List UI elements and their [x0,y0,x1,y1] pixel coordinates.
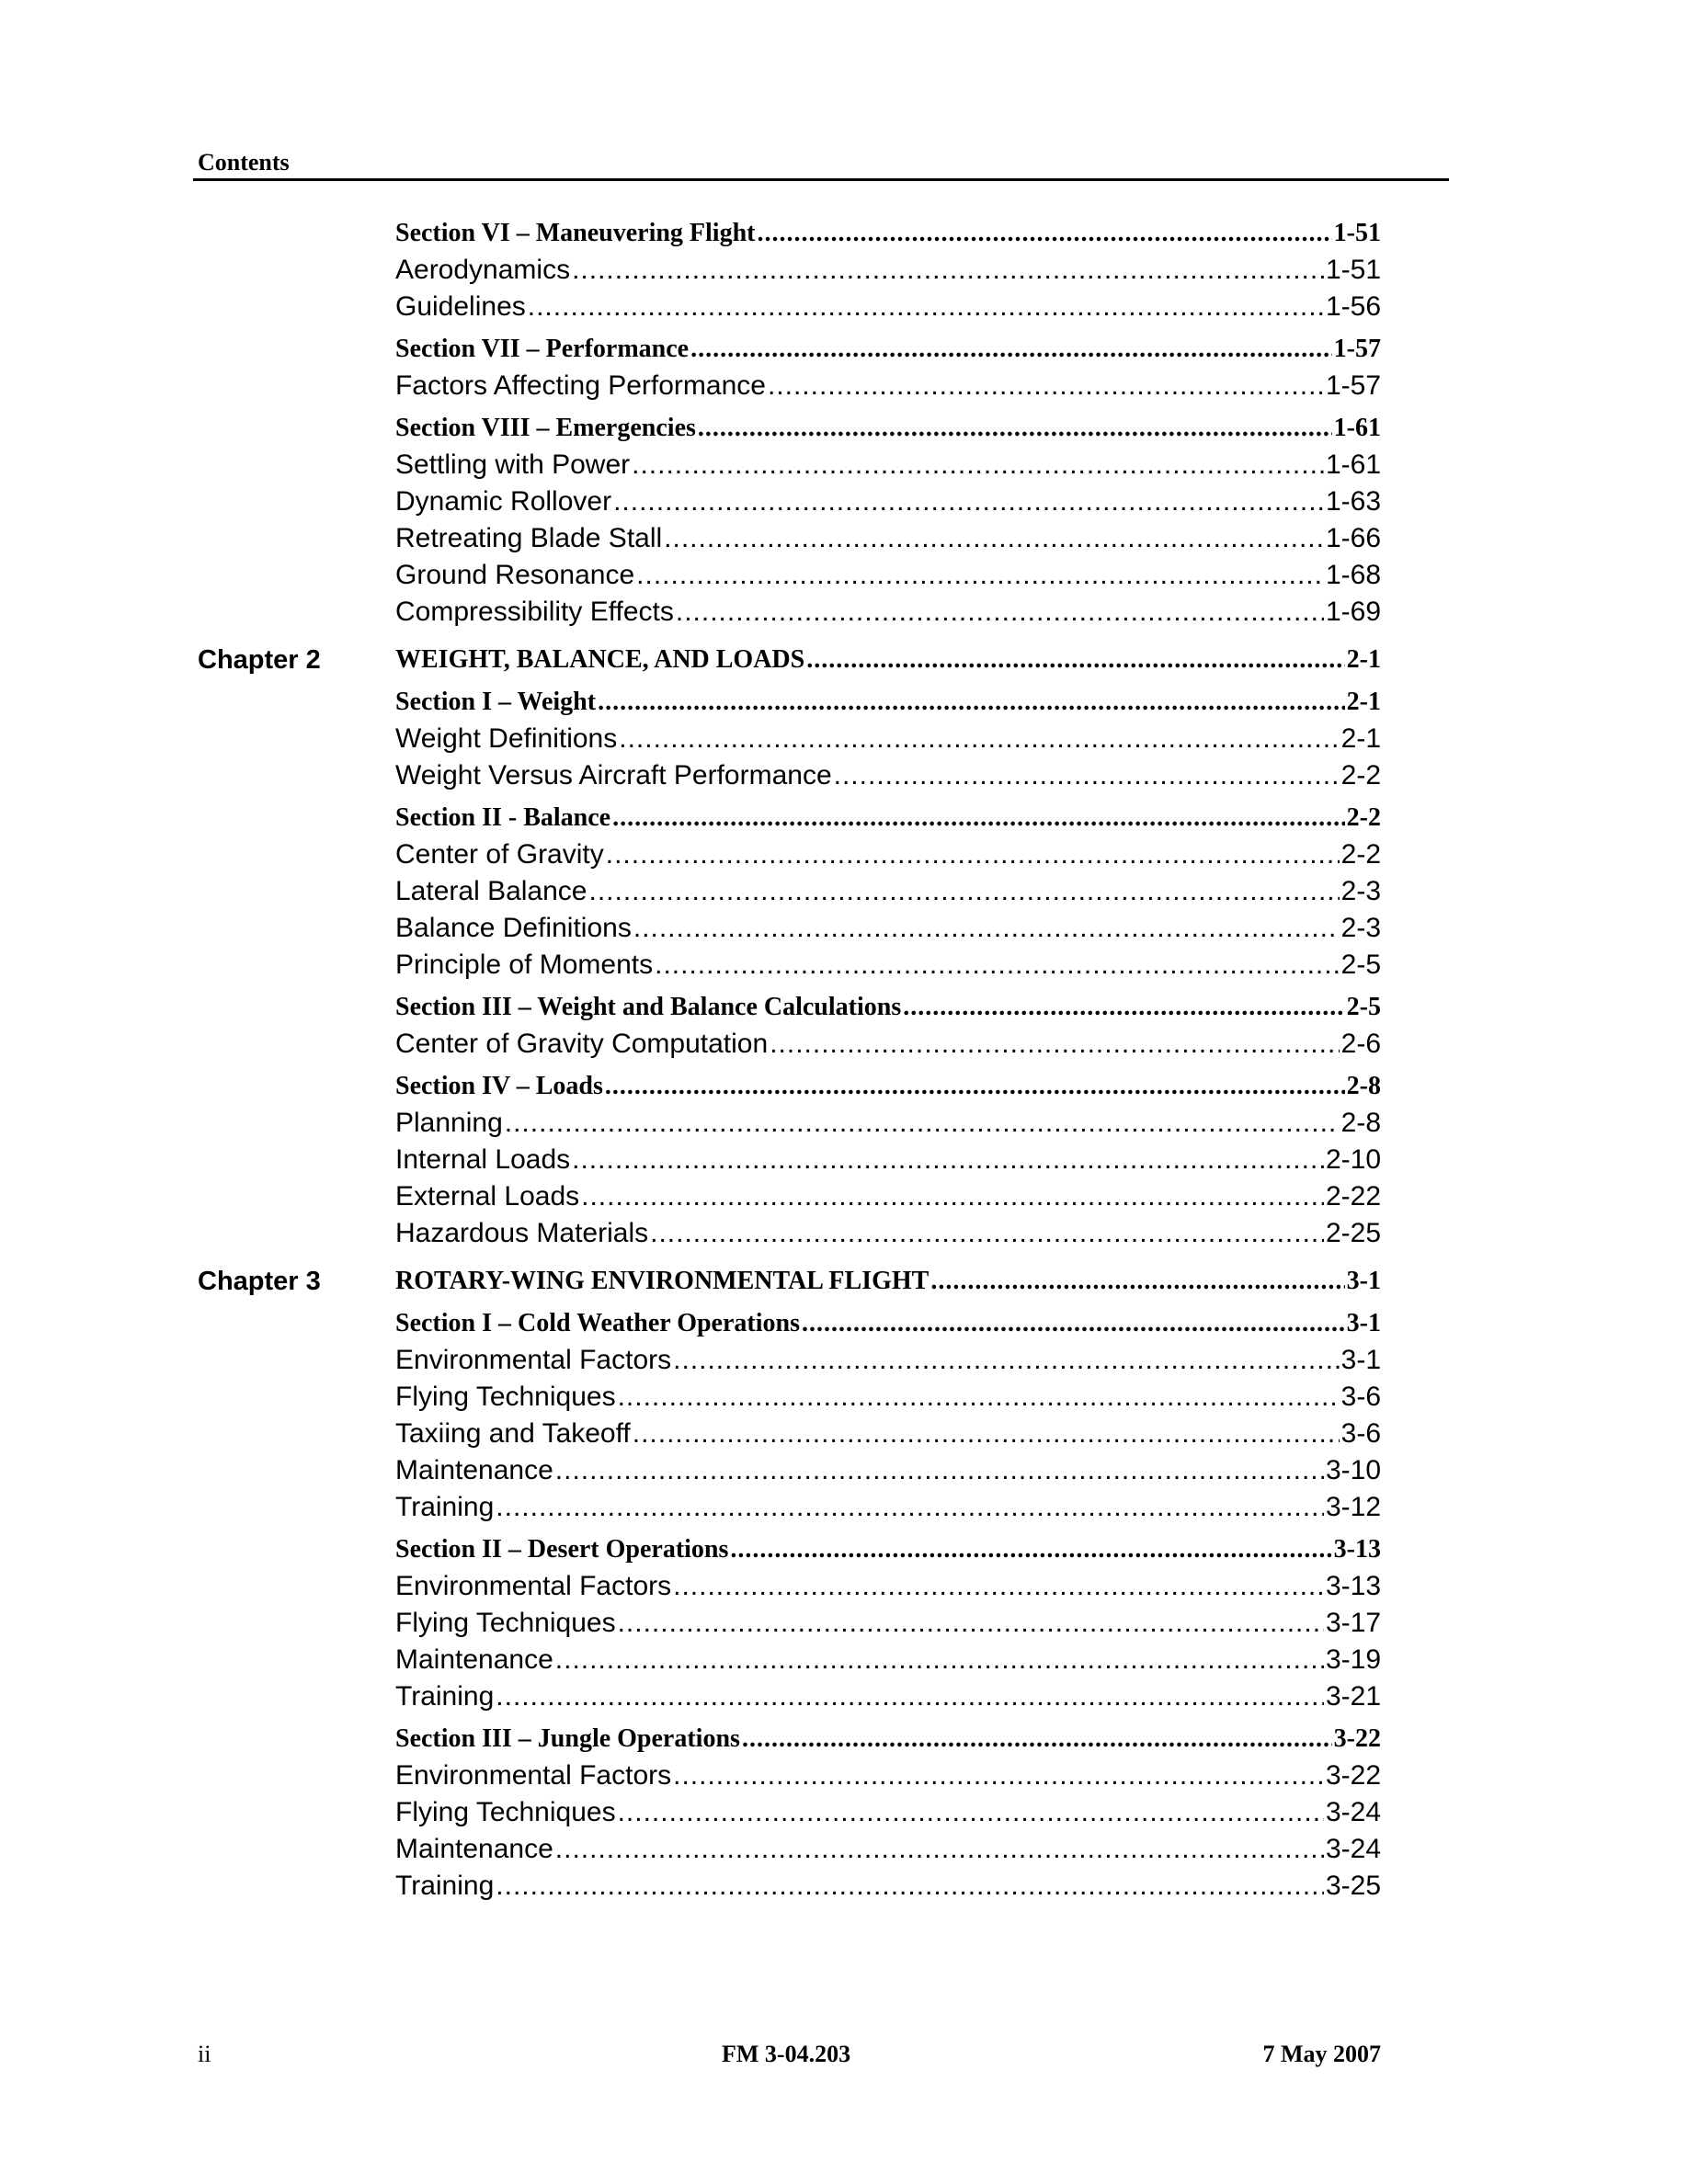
toc-entry-page: 3-25 [1325,1871,1381,1901]
toc-entry-page: 2-25 [1325,1218,1381,1248]
toc-entry-title: Section II - Balance [395,803,611,832]
toc-entry-title: WEIGHT, BALANCE, AND LOADS [395,645,805,674]
toc-entry-page: 2-5 [1346,993,1381,1021]
dot-leader [698,410,1332,447]
dot-leader [618,1379,1340,1416]
toc-entry-title: Aerodynamics [395,255,571,285]
toc-entry-title: Environmental Factors [395,1760,672,1791]
toc-entry-title: Flying Techniques [395,1608,616,1638]
toc-item[interactable] [395,447,1381,483]
dot-leader [903,989,1344,1026]
toc-entry-page: 1-56 [1325,291,1381,322]
toc-entry-title: Section II – Desert Operations [395,1535,729,1564]
toc-entry-page: 3-12 [1325,1492,1381,1522]
toc-entry-title: External Loads [395,1181,580,1211]
toc-entry-page: 2-2 [1340,760,1381,791]
toc-entry-page: 3-17 [1325,1608,1381,1638]
toc-item[interactable] [395,947,1381,984]
dot-leader [496,1678,1324,1715]
toc-entry-title: Center of Gravity [395,839,604,870]
toc-entry-title: Settling with Power [395,449,631,480]
dot-leader [664,520,1324,557]
toc-entry-title: Hazardous Materials [395,1218,649,1248]
toc-entry-title: Maintenance [395,1455,553,1485]
toc-item[interactable] [395,1452,1381,1489]
toc-entry-title: Taxiing and Takeoff [395,1418,631,1449]
toc-entry-page: 2-22 [1325,1181,1381,1211]
dot-leader [619,721,1339,757]
dot-leader [632,447,1324,483]
dot-leader [676,594,1324,631]
toc-item[interactable] [395,483,1381,520]
toc-entry-title: Internal Loads [395,1144,571,1175]
toc-entry-title: Weight Definitions [395,723,618,754]
toc-item[interactable] [395,594,1381,631]
toc-entry-page: 2-1 [1346,645,1381,674]
toc-entry-page: 3-24 [1325,1834,1381,1864]
toc-entry-title: Section I – Weight [395,688,597,716]
toc-item[interactable] [395,1605,1381,1642]
toc-entry-title: Section IV – Loads [395,1072,603,1100]
toc-entry-page: 2-8 [1340,1108,1381,1138]
toc-entry-page: 1-63 [1325,486,1381,517]
dot-leader [618,1605,1324,1642]
dot-leader [834,757,1340,794]
dot-leader [572,252,1324,289]
toc-entry-title: Maintenance [395,1834,553,1864]
toc-entry-page: 3-13 [1325,1571,1381,1601]
toc-entry-page: 1-51 [1325,255,1381,285]
toc-entry-page: 2-10 [1325,1144,1381,1175]
toc-section[interactable] [395,1305,1381,1342]
toc-item[interactable] [395,1178,1381,1215]
dot-leader [555,1452,1324,1489]
toc-entry-page: 2-5 [1340,950,1381,980]
toc-entry-title: Retreating Blade Stall [395,523,663,553]
toc-entry-title: Lateral Balance [395,876,587,906]
toc-entry-title: Center of Gravity Computation [395,1029,769,1059]
toc-entry-title: Environmental Factors [395,1345,672,1375]
footer-manual-id: FM 3-04.203 [722,2041,851,2067]
toc-item[interactable] [395,1342,1381,1379]
toc-entry-page: 3-19 [1325,1644,1381,1675]
toc-item[interactable] [395,368,1381,404]
toc-section[interactable] [395,1068,1381,1105]
dot-leader [673,1568,1324,1605]
toc-entry-page: 1-61 [1325,449,1381,480]
dot-leader [496,1489,1324,1526]
toc-entry-title: Training [395,1681,495,1712]
toc-entry-page: 3-24 [1325,1797,1381,1827]
toc-item[interactable] [395,1142,1381,1178]
toc-item[interactable] [395,757,1381,794]
dot-leader [572,1142,1324,1178]
toc-entry-page: 3-1 [1340,1345,1381,1375]
dot-leader [742,1721,1332,1757]
toc-entry-page: 2-1 [1340,723,1381,754]
toc-entry-page: 1-66 [1325,523,1381,553]
dot-leader [581,1178,1324,1215]
toc-entry-page: 3-6 [1340,1418,1381,1449]
toc-entry-title: Factors Affecting Performance [395,370,766,401]
toc-entry-page: 1-69 [1325,597,1381,627]
dot-leader [496,1868,1324,1905]
toc-entry-page: 3-22 [1325,1760,1381,1791]
toc-entry-title: Section I – Cold Weather Operations [395,1309,800,1337]
toc-entry-page: 2-3 [1340,876,1381,906]
toc-entry-page: 3-13 [1333,1535,1381,1564]
toc-item[interactable] [395,1678,1381,1715]
toc-item[interactable] [395,1026,1381,1063]
toc-item[interactable] [395,1105,1381,1142]
toc-entry-page: 1-61 [1333,414,1381,442]
toc-entry-title: Section VI – Maneuvering Flight [395,219,756,247]
toc-entry-page: 2-1 [1346,688,1381,716]
dot-leader [528,289,1324,325]
toc-entry-title: Flying Techniques [395,1382,616,1412]
toc-entry-page: 3-1 [1346,1267,1381,1295]
dot-leader [655,947,1340,984]
dot-leader [633,1416,1340,1452]
toc-item[interactable] [395,1379,1381,1416]
toc-entry-page: 2-3 [1340,913,1381,943]
toc-item[interactable] [395,520,1381,557]
dot-leader [605,1068,1345,1105]
toc-entry-page: 1-57 [1333,335,1381,363]
toc-item[interactable] [395,910,1381,947]
toc-item[interactable] [395,873,1381,910]
toc-entry-title: Guidelines [395,291,526,322]
dot-leader [802,1305,1345,1342]
toc-item[interactable] [395,1868,1381,1905]
toc-entry-page: 2-6 [1340,1029,1381,1059]
toc-item[interactable] [395,289,1381,325]
toc-item[interactable] [395,1794,1381,1831]
dot-leader [757,215,1331,252]
toc-entry-title: Planning [395,1108,503,1138]
dot-leader [930,1263,1344,1300]
toc-entry-page: 1-68 [1325,560,1381,590]
toc-entry-title: Balance Definitions [395,913,632,943]
toc-entry-title: Weight Versus Aircraft Performance [395,760,832,791]
toc-section[interactable] [395,1721,1381,1757]
dot-leader [606,836,1340,873]
dot-leader [650,1215,1324,1252]
toc-entry-title: Principle of Moments [395,950,654,980]
toc-entry-page: 2-2 [1340,839,1381,870]
toc-item[interactable] [395,1831,1381,1868]
dot-leader [598,684,1345,721]
dot-leader [612,800,1345,836]
toc-entry-page: 3-1 [1346,1309,1381,1337]
dot-leader [730,1531,1331,1568]
toc-item[interactable] [395,1215,1381,1252]
dot-leader [618,1794,1324,1831]
toc-section[interactable] [395,684,1381,721]
toc-entry-title: Ground Resonance [395,560,635,590]
toc-item[interactable] [395,252,1381,289]
toc-entry-title: Maintenance [395,1644,553,1675]
chapter-label: Chapter 2 [198,645,321,675]
toc-entry-page: 2-2 [1346,803,1381,832]
dot-leader [673,1757,1324,1794]
dot-leader [555,1831,1324,1868]
toc-item[interactable] [395,1757,1381,1794]
footer-page-number: ii [198,2041,211,2067]
toc-entry-title: Flying Techniques [395,1797,616,1827]
toc-entry-title: Section VII – Performance [395,335,690,363]
toc-item[interactable] [395,721,1381,757]
dot-leader [555,1642,1324,1678]
dot-leader [505,1105,1340,1142]
toc-chapter[interactable] [395,642,1381,678]
toc-item[interactable] [395,1642,1381,1678]
toc-entry-title: ROTARY-WING ENVIRONMENTAL FLIGHT [395,1267,930,1295]
footer-date: 7 May 2007 [1262,2041,1381,2067]
toc-item[interactable] [395,1568,1381,1605]
toc-entry-page: 1-51 [1333,219,1381,247]
toc-chapter[interactable] [395,1263,1381,1300]
toc-section[interactable] [395,331,1381,368]
dot-leader [768,368,1324,404]
toc-entry-title: Training [395,1871,495,1901]
dot-leader [613,483,1324,520]
toc-item[interactable] [395,836,1381,873]
toc-entry-title: Section III – Jungle Operations [395,1724,740,1753]
toc-section[interactable] [395,989,1381,1026]
toc-entry-title: Section VIII – Emergencies [395,414,696,442]
dot-leader [633,910,1340,947]
toc-item[interactable] [395,1489,1381,1526]
toc-entry-title: Environmental Factors [395,1571,672,1601]
chapter-label: Chapter 3 [198,1267,321,1296]
toc-item[interactable] [395,557,1381,594]
toc-entry-title: Dynamic Rollover [395,486,612,517]
toc-section[interactable] [395,800,1381,836]
toc-entry-page: 2-8 [1346,1072,1381,1100]
toc-item[interactable] [395,1416,1381,1452]
toc-section[interactable] [395,1531,1381,1568]
toc-entry-page: 3-6 [1340,1382,1381,1412]
dot-leader [806,642,1344,678]
toc-entry-title: Compressibility Effects [395,597,674,627]
toc-entry-page: 3-10 [1325,1455,1381,1485]
dot-leader [770,1026,1339,1063]
toc-entry-page: 1-57 [1325,370,1381,401]
toc-entry-page: 3-22 [1333,1724,1381,1753]
dot-leader [673,1342,1340,1379]
dot-leader [690,331,1332,368]
toc-section[interactable] [395,410,1381,447]
dot-leader [588,873,1339,910]
toc-entry-page: 3-21 [1325,1681,1381,1712]
toc-section[interactable] [395,215,1381,252]
dot-leader [636,557,1324,594]
page-header-title: Contents [198,149,290,176]
toc-entry-title: Section III – Weight and Balance Calculations [395,993,902,1021]
toc-entry-title: Training [395,1492,495,1522]
